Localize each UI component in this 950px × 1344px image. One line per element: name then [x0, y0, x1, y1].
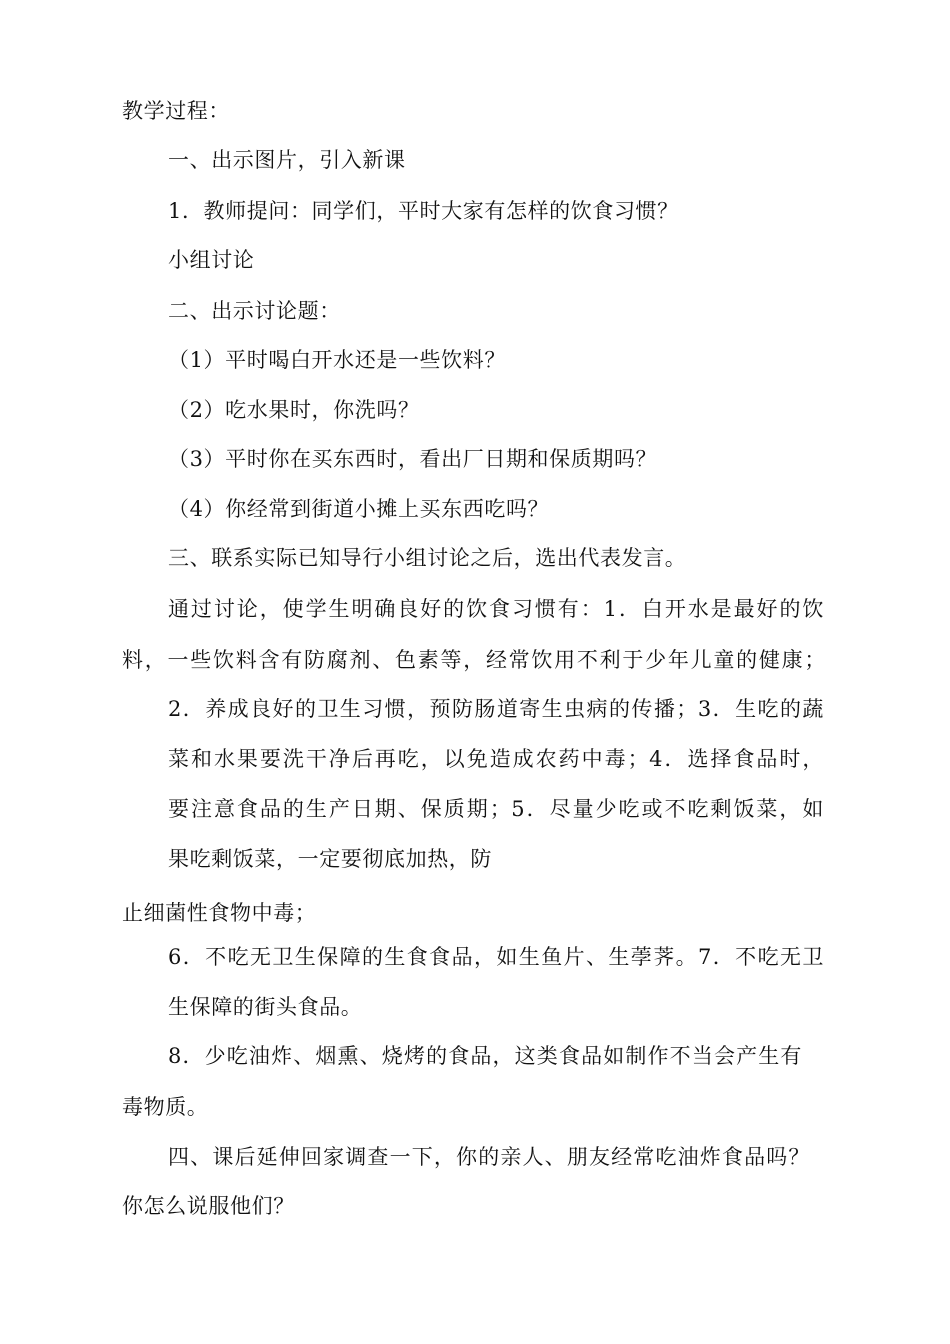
section-2-title: 二、出示讨论题：	[168, 299, 341, 323]
conclusion-line-3: 2．养成良好的卫生习惯，预防肠道寄生虫病的传播；3．生吃的蔬	[168, 697, 824, 721]
discussion-topic-2: （2）吃水果时，你洗吗？	[168, 398, 420, 422]
item-6-line-2: 生保障的街头食品。	[168, 995, 363, 1019]
section-1-title: 一、出示图片，引入新课	[168, 148, 406, 172]
item-6-line-1: 6．不吃无卫生保障的生食食品，如生鱼片、生荸荠。7．不吃无卫	[168, 945, 824, 969]
conclusion-line-2: 料，一些饮料含有防腐剂、色素等，经常饮用不利于少年儿童的健康；	[122, 648, 826, 672]
conclusion-line-1: 通过讨论，使学生明确良好的饮食习惯有：1．白开水是最好的饮	[168, 597, 824, 621]
conclusion-line-4: 菜和水果要洗干净后再吃，以免造成农药中毒；4．选择食品时，	[168, 747, 824, 771]
item-8-line-2: 毒物质。	[122, 1095, 209, 1119]
discussion-topic-1: （1）平时喝白开水还是一些饮料？	[168, 348, 506, 372]
group-discussion-label: 小组讨论	[168, 248, 255, 272]
section-3-title: 三、联系实际已知导行小组讨论之后，选出代表发言。	[168, 546, 687, 570]
item-8-line-1: 8．少吃油炸、烟熏、烧烤的食品，这类食品如制作不当会产生有	[168, 1044, 802, 1068]
conclusion-line-6: 果吃剩饭菜，一定要彻底加热，防	[168, 847, 492, 871]
conclusion-line-7: 止细菌性食物中毒；	[122, 901, 317, 925]
lesson-heading: 教学过程：	[122, 99, 230, 123]
question-1: 1．教师提问：同学们，平时大家有怎样的饮食习惯？	[168, 199, 679, 223]
section-4-line-2: 你怎么说服他们？	[122, 1194, 295, 1218]
conclusion-line-5: 要注意食品的生产日期、保质期；5．尽量少吃或不吃剩饭菜，如	[168, 797, 824, 821]
discussion-topic-4: （4）你经常到街道小摊上买东西吃吗？	[168, 497, 550, 521]
section-4-line-1: 四、课后延伸回家调查一下，你的亲人、朋友经常吃油炸食品吗？	[168, 1145, 810, 1169]
discussion-topic-3: （3）平时你在买东西时，看出厂日期和保质期吗？	[168, 447, 658, 471]
